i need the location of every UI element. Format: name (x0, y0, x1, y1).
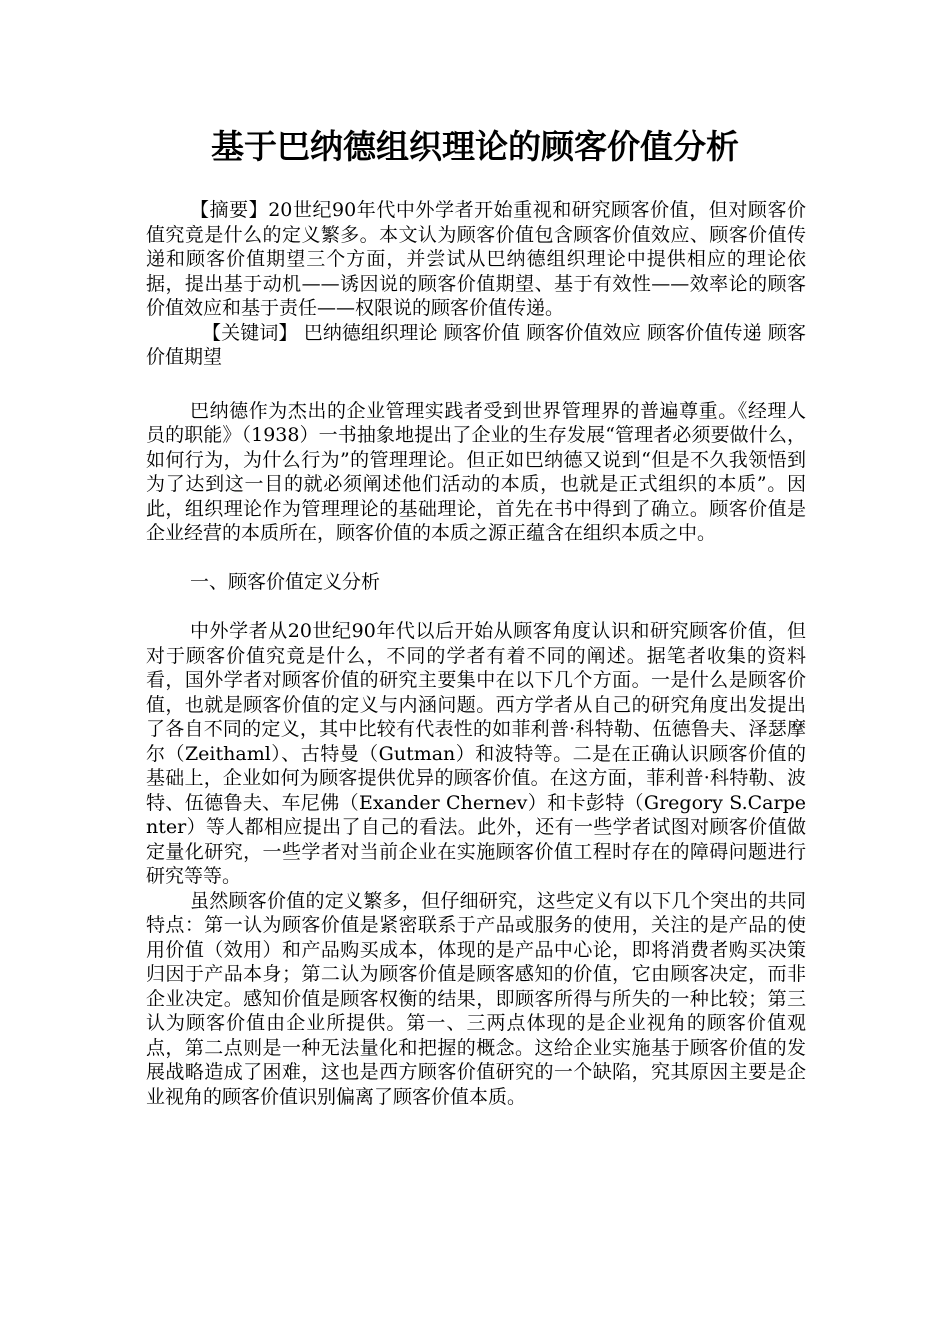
spacer (146, 546, 806, 571)
abstract-paragraph: 【摘要】20世纪90年代中外学者开始重视和研究顾客价值，但对顾客价值究竟是什么的定义繁多。本文认为顾客价值包含顾客价值效应、顾客价值传递和顾客价值期望三个方面，并尝试从巴纳德组织理论中提供相应的理论依据，提出基于动机——诱因说的顾客价值期望、基于有效性——效率论的顾客价值效应和基于责任——权限说的顾客价值传递。 (146, 199, 806, 319)
section-heading: 一、顾客价值定义分析 (190, 571, 381, 593)
keywords-paragraph: 【关键词】 巴纳德组织理论 顾客价值 顾客价值效应 顾客价值传递 顾客价值期望 (146, 321, 806, 368)
spacer (146, 370, 806, 399)
section1-paragraph-1: 中外学者从20世纪90年代以后开始从顾客角度认识和研究顾客价值，但对于顾客价值究竟是什么，不同的学者有着不同的阐述。据笔者收集的资料看，国外学者对顾客价值的研究主要集中在以下几个方面。一是什么是顾客价值，也就是顾客价值的定义与内涵问题。西方学者从自己的研究角度出发提出了各自不同的定义，其中比较有代表性的如菲利普·科特勒、伍德鲁夫、泽瑟摩尔（Zeithaml）、古特曼（Gutman）和波特等。二是在正确认识顾客价值的基础上，企业如何为顾客提供优异的顾客价值。在这方面，菲利普·科特勒、波特、伍德鲁夫、车尼佛（Exander Chernev）和卡彭特（Gregory S.Carpenter）等人都相应提出了自己的看法。此外，还有一些学者试图对顾客价值做定量化研究，一些学者对当前企业在实施顾客价值工程时存在的障碍问题进行研究等等。 (146, 620, 806, 887)
intro-paragraph: 巴纳德作为杰出的企业管理实践者受到世界管理界的普遍尊重。《经理人员的职能》（1938）一书抽象地提出了企业的生存发展“管理者必须要做什么，如何行为，为什么行为”的管理理论。但正如巴纳德又说到“但是不久我领悟到为了达到这一目的就必须阐述他们活动的本质，也就是正式组织的本质”。因此，组织理论作为管理理论的基础理论，首先在书中得到了确立。顾客价值是企业经营的本质所在，顾客价值的本质之源正蕴含在组织本质之中。 (146, 399, 806, 544)
section1-paragraph-2: 虽然顾客价值的定义繁多，但仔细研究，这些定义有以下几个突出的共同特点：第一认为顾客价值是紧密联系于产品或服务的使用，关注的是产品的使用价值（效用）和产品购买成本，体现的是产品中心论，即将消费者购买决策归因于产品本身；第二认为顾客价值是顾客感知的价值，它由顾客决定，而非企业决定。感知价值是顾客权衡的结果，即顾客所得与所失的一种比较；第三认为顾客价值由企业所提供。第一、三两点体现的是企业视角的顾客价值观点，第二点则是一种无法量化和把握的概念。这给企业实施基于顾客价值的发展战略造成了困难，这也是西方顾客价值研究的一个缺陷，究其原因主要是企业视角的顾客价值识别偏离了顾客价值本质。 (146, 889, 806, 1108)
document-title: 基于巴纳德组织理论的顾客价值分析 (211, 127, 739, 166)
spacer (146, 595, 806, 620)
document-body (146, 198, 806, 1109)
